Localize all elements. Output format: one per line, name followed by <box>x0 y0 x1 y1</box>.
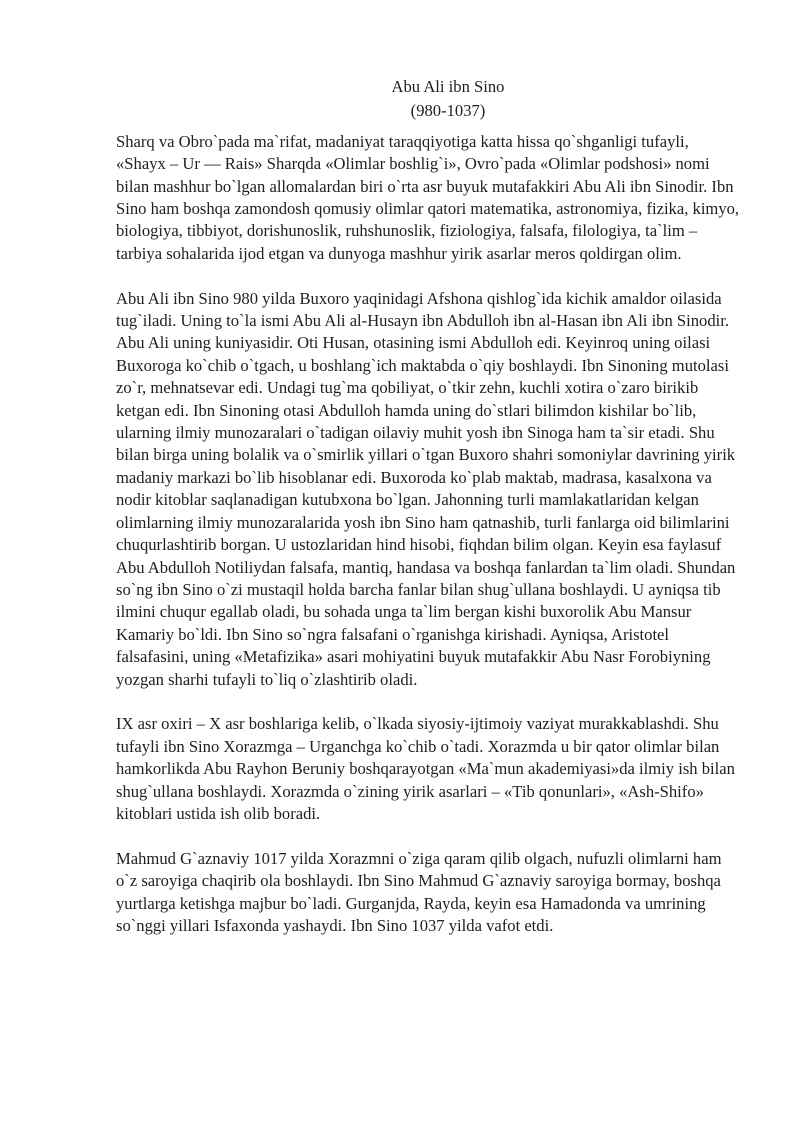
paragraph-3: IX asr oxiri – X asr boshlariga kelib, o`lkada siyosiy-ijtimoiy vaziyat murakkablashdi. Shu tufayli ibn Sino Xorazmga – Urganchga ko`chib o`tadi. Xorazmda u bir qator olimlar bilan hamkorlikda Abu Rayhon Beruniy boshqarayotgan «Ma`mun akademiyasi»da ilmiy ish bilan shug`ullana boshlaydi. Xorazmda o`zining yirik asarlari – «Tib qonunlari», «Ash-Shifo» kitoblari ustida ish olib boradi. <box>116 714 735 823</box>
paragraph-2: Abu Ali ibn Sino 980 yilda Buxoro yaqinidagi Afshona qishlog`ida kichik amaldor oilasida tug`iladi. Uning to`la ismi Abu Ali al-Husayn ibn Abdulloh ibn al-Hasan ibn Ali ibn Sinodir. Abu Ali uning kuniyasidir. Oti Husan, otasining ismi Abdulloh edi. Keyinroq uning oilasi Buxoroga ko`chib o`tgach, u boshlang`ich maktabda o`qiy boshlaydi. Ibn Sinoning mutolasi zo`r, mehnatsevar edi. Undagi tug`ma qobiliyat, o`tkir zehn, kuchli xotira o`zaro birikib ketgan edi. Ibn Sinoning otasi Abdulloh hamda uning do`stlari bilimdon kishilar bo`lib, ularning ilmiy munozaralari o`tadigan oilaviy muhit yosh ibn Sinoga ham ta`sir etadi. Shu bilan birga uning bolalik va o`smirlik yillari o`tgan Buxoro shahri somoniylar davrining yirik madaniy markazi bo`lib hisoblanar edi. Buxoroda ko`plab maktab, madrasa, kasalxona va nodir kitoblar saqlanadigan kutubxona bo`lgan. Jahonning turli mamlakatlaridan kelgan olimlarning ilmiy munozaralarida yosh ibn Sino ham qatnashib, turli fanlarga oid bilimlarini chuqurlashtirib borgan. U ustozlaridan hind hisobi, fiqhdan bilim olgan. Keyin esa faylasuf Abu Abdulloh Notiliydan falsafa, mantiq, handasa va boshqa fanlardan ta`lim oladi. Shundan so`ng ibn Sino o`zi mustaqil holda barcha fanlar bilan shug`ullana boshlaydi. U ayniqsa tib ilmini chuqur egallab oladi, bu sohada unga ta`lim bergan kishi buxorolik Abu Mansur Kamariy bo`ldi. Ibn Sino so`ngra falsafani o`rganishga kirishadi. Ayniqsa, Aristotel falsafasini, uning «Metafizika» asari mohiyatini buyuk mutafakkir Abu Nasr Forobiyning yozgan sharhi tufayli to`liq o`zlashtirib oladi. <box>116 288 736 689</box>
document-years: (980-1037) <box>410 101 486 121</box>
document-title: Abu Ali ibn Sino <box>391 77 505 96</box>
paragraph-4: Mahmud G`aznaviy 1017 yilda Xorazmni o`ziga qaram qilib olgach, nufuzli olimlarni ham o`z saroyiga chaqirib ola boshlaydi. Ibn Sino Mahmud G`aznaviy saroyiga bormay, boshqa yurtlarga ketishga majbur bo`ladi. Gurganjda, Rayda, keyin esa Hamadonda va umrining so`nggi yillari Isfaxonda yashaydi. Ibn Sino 1037 yilda vafot etdi. <box>116 848 722 935</box>
document-body <box>116 76 740 960</box>
paragraph-1: Sharq va Obro`pada ma`rifat, madaniyat taraqqiyotiga katta hissa qo`shganligi tufayli, «Shayx – Ur — Rais» Sharqda «Olimlar boshlig`i», Ovro`pada «Olimlar podshosi» nomi bilan mashhur bo`lgan allomalardan biri o`rta asr buyuk mutafakkiri Abu Ali ibn Sinodir. Ibn Sino ham boshqa zamondosh qomusiy olimlar qatori matematika, astronomiya, fizika, kimyo, biologiya, tibbiyot, dorishunoslik, ruhshunoslik, fiziologiya, falsafa, filologiya, ta`lim – tarbiya sohalarida ijod etgan va dunyoga mashhur yirik asarlar meros qoldirgan olim. <box>116 131 740 263</box>
